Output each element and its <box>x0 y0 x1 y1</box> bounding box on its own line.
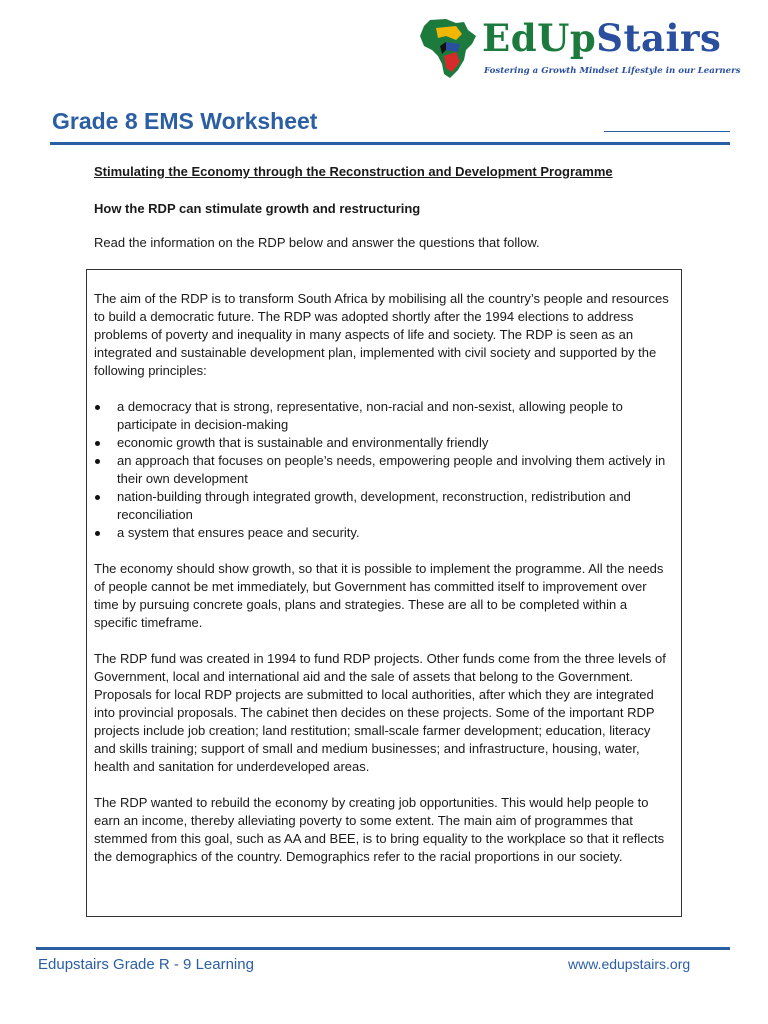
rdp-info-box <box>86 269 682 917</box>
principle-item: an approach that focuses on people’s needs, empowering people and involving them actively in their own development <box>94 452 673 488</box>
edupstairs-logo <box>416 14 741 84</box>
worksheet-subtitle: Stimulating the Economy through the Reconstruction and Development Programme <box>94 164 613 179</box>
header-divider-thin <box>604 131 730 132</box>
brand-name <box>482 16 721 60</box>
page-title: Grade 8 EMS Worksheet <box>52 108 318 134</box>
section-heading: How the RDP can stimulate growth and restructuring <box>94 201 421 216</box>
brand-part-ed: Ed <box>482 16 538 60</box>
footer-divider <box>36 947 730 950</box>
africa-map-icon <box>416 16 482 82</box>
brand-part-stairs: Stairs <box>596 16 722 60</box>
info-paragraph-4: The RDP wanted to rebuild the economy by creating job opportunities. This would help people to earn an income, thereby alleviating poverty to some extent. The main aim of programmes that stemmed from this goal, such as AA and BEE, is to bring equality to the workplace so that it reflects the demographics of the country. Demographics refer to the racial proportions in our society. <box>94 795 665 864</box>
header-divider <box>50 142 730 145</box>
brand-part-up: Up <box>537 16 597 60</box>
principle-item: economic growth that is sustainable and environmentally friendly <box>94 434 673 452</box>
principle-item: a system that ensures peace and security. <box>94 524 673 542</box>
footer-label: Edupstairs Grade R - 9 Learning <box>38 956 254 973</box>
info-paragraph-2: The economy should show growth, so that it is possible to implement the programme. All the needs of people cannot be met immediately, but Government has committed itself to improvement over time by pursuing concrete goals, plans and strategies. These are all to be completed within a specific timeframe. <box>94 561 664 630</box>
principle-item: a democracy that is strong, representative, non-racial and non-sexist, allowing people to participate in decision-making <box>94 398 673 434</box>
principles-list <box>94 398 673 542</box>
principle-item: nation-building through integrated growth, development, reconstruction, redistribution and reconciliation <box>94 488 673 524</box>
info-paragraph-1: The aim of the RDP is to transform South Africa by mobilising all the country’s people and resources to build a democratic future. The RDP was adopted shortly after the 1994 elections to address problems of poverty and inequality in many aspects of life and society. The RDP is seen as an integrated and sustainable development plan, implemented with civil society and supported by the following principles: <box>94 291 669 378</box>
footer-website-link[interactable]: www.edupstairs.org <box>568 956 691 972</box>
instruction-text: Read the information on the RDP below and answer the questions that follow. <box>94 235 540 250</box>
info-paragraph-3: The RDP fund was created in 1994 to fund RDP projects. Other funds come from the three levels of Government, local and international aid and the sale of assets that belong to the Government. Proposals for local RDP projects are submitted to local authorities, after which they are integrated into provincial proposals. The cabinet then decides on these projects. Some of the important RDP projects include job creation; land restitution; small-scale farmer development; education, literacy and skills training; support of small and medium businesses; and infrastructure, housing, water, health and sanitation for underdeveloped areas. <box>94 651 666 774</box>
brand-tagline: Fostering a Growth Mindset Lifestyle in our Learners <box>484 66 741 76</box>
